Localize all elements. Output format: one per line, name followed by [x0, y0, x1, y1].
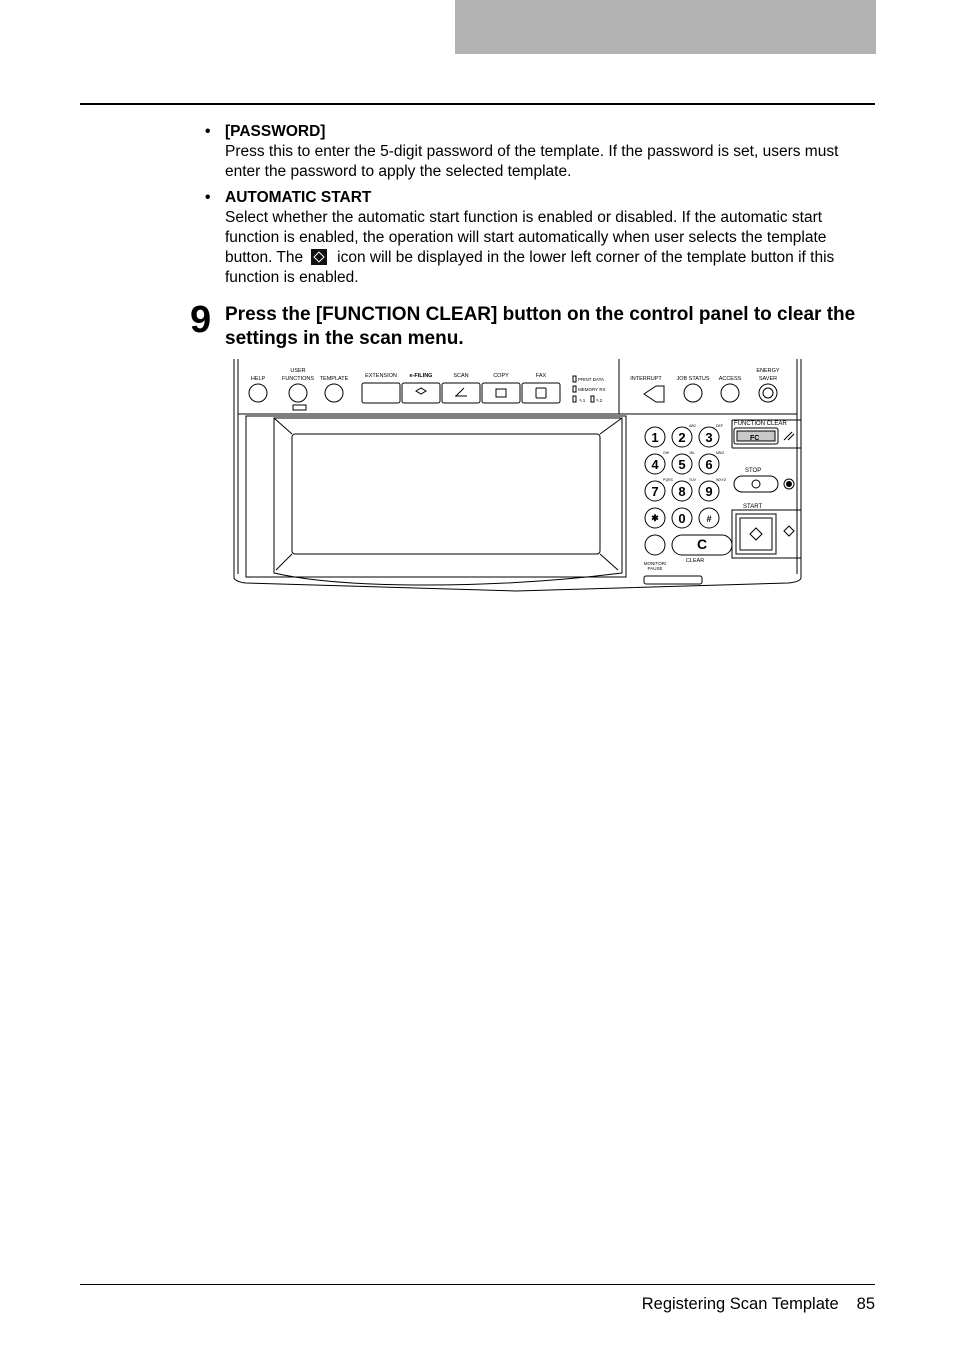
header-gray-bar [455, 0, 876, 54]
label-job-status: JOB STATUS [676, 376, 710, 382]
label-copy: COPY [493, 373, 509, 379]
key-hash: # [706, 514, 712, 524]
step-instruction: Press the [FUNCTION CLEAR] button on the control panel to clear the settings in the scan menu. [225, 304, 856, 349]
label-stop: STOP [745, 468, 762, 474]
option-description: Press this to enter the 5-digit password of the template. If the password is set, users must enter the password to apply the selected template. [225, 143, 839, 180]
key-8: 8 [678, 484, 686, 499]
label-clear: CLEAR [685, 558, 705, 564]
label-user-functions-2: FUNCTIONS [281, 376, 315, 382]
key-letters: DEF [716, 424, 723, 428]
label-line-2: ↖2 [596, 398, 603, 403]
label-fax: FAX [535, 373, 547, 379]
key-9: 9 [705, 484, 713, 499]
label-start: START [743, 504, 763, 510]
auto-start-icon [311, 249, 327, 265]
label-monitor-1: MONITOR/ [643, 561, 667, 566]
option-list [205, 122, 875, 294]
option-title: AUTOMATIC START [225, 189, 372, 206]
label-energy-2: SAVER [758, 376, 778, 382]
label-energy-1: ENERGY [756, 368, 780, 374]
label-access: ACCESS [718, 376, 742, 382]
bullet-dot: • [205, 123, 211, 140]
label-user-functions-1: USER [290, 368, 306, 374]
label-function-clear: FUNCTION CLEAR [734, 421, 787, 427]
key-0: 0 [678, 511, 686, 526]
page-number: 85 [856, 1295, 875, 1313]
label-efiling: e-FILING [409, 373, 433, 379]
option-password [205, 122, 875, 182]
key-letters: WXYZ [716, 478, 727, 482]
key-letters: MNO [716, 451, 725, 455]
key-letters: ABC [689, 424, 697, 428]
key-1: 1 [651, 430, 659, 445]
control-panel-illustration [226, 356, 806, 594]
bottom-rule [80, 1284, 875, 1285]
clear-glyph: C [696, 536, 708, 552]
key-5: 5 [678, 457, 686, 472]
description-part: Select whether the automatic start function is enabled or disabled. If the automatic start function is enabled, the operation will start automatically when user selects the template button. The [225, 209, 827, 266]
label-memory-rx: MEMORY RX [578, 387, 606, 392]
label-template: TEMPLATE [319, 376, 349, 382]
description-part: icon will be displayed in the lower left corner of the template button if this function is enabled. [225, 249, 835, 286]
page-footer [642, 1295, 875, 1314]
bullet-dot: • [205, 189, 211, 206]
key-3: 3 [705, 430, 713, 445]
key-letters: PQRS [663, 478, 673, 482]
key-letters: GHI [663, 451, 670, 455]
label-line-1: ↖1 [579, 398, 586, 403]
key-letters: TUV [689, 478, 696, 482]
key-2: 2 [678, 430, 686, 445]
option-automatic-start [205, 188, 875, 288]
label-print-data: PRINT DATA [578, 377, 605, 382]
key-4: 4 [651, 457, 659, 472]
label-monitor-2: PAUSE [647, 566, 663, 571]
step-number: 9 [190, 299, 211, 341]
top-rule [80, 103, 875, 105]
key-6: 6 [705, 457, 713, 472]
option-description [225, 208, 875, 288]
key-7: 7 [651, 484, 659, 499]
option-title: [PASSWORD] [225, 123, 326, 140]
key-letters: JKL [689, 451, 696, 455]
label-help: HELP [250, 376, 266, 382]
key-star: ✱ [651, 513, 659, 523]
label-extension: EXTENSION [365, 373, 397, 379]
label-scan: SCAN [453, 373, 469, 379]
label-interrupt: INTERRUPT [630, 376, 662, 382]
footer-section-title: Registering Scan Template [641, 1295, 839, 1313]
label-fc: FC [750, 435, 760, 442]
